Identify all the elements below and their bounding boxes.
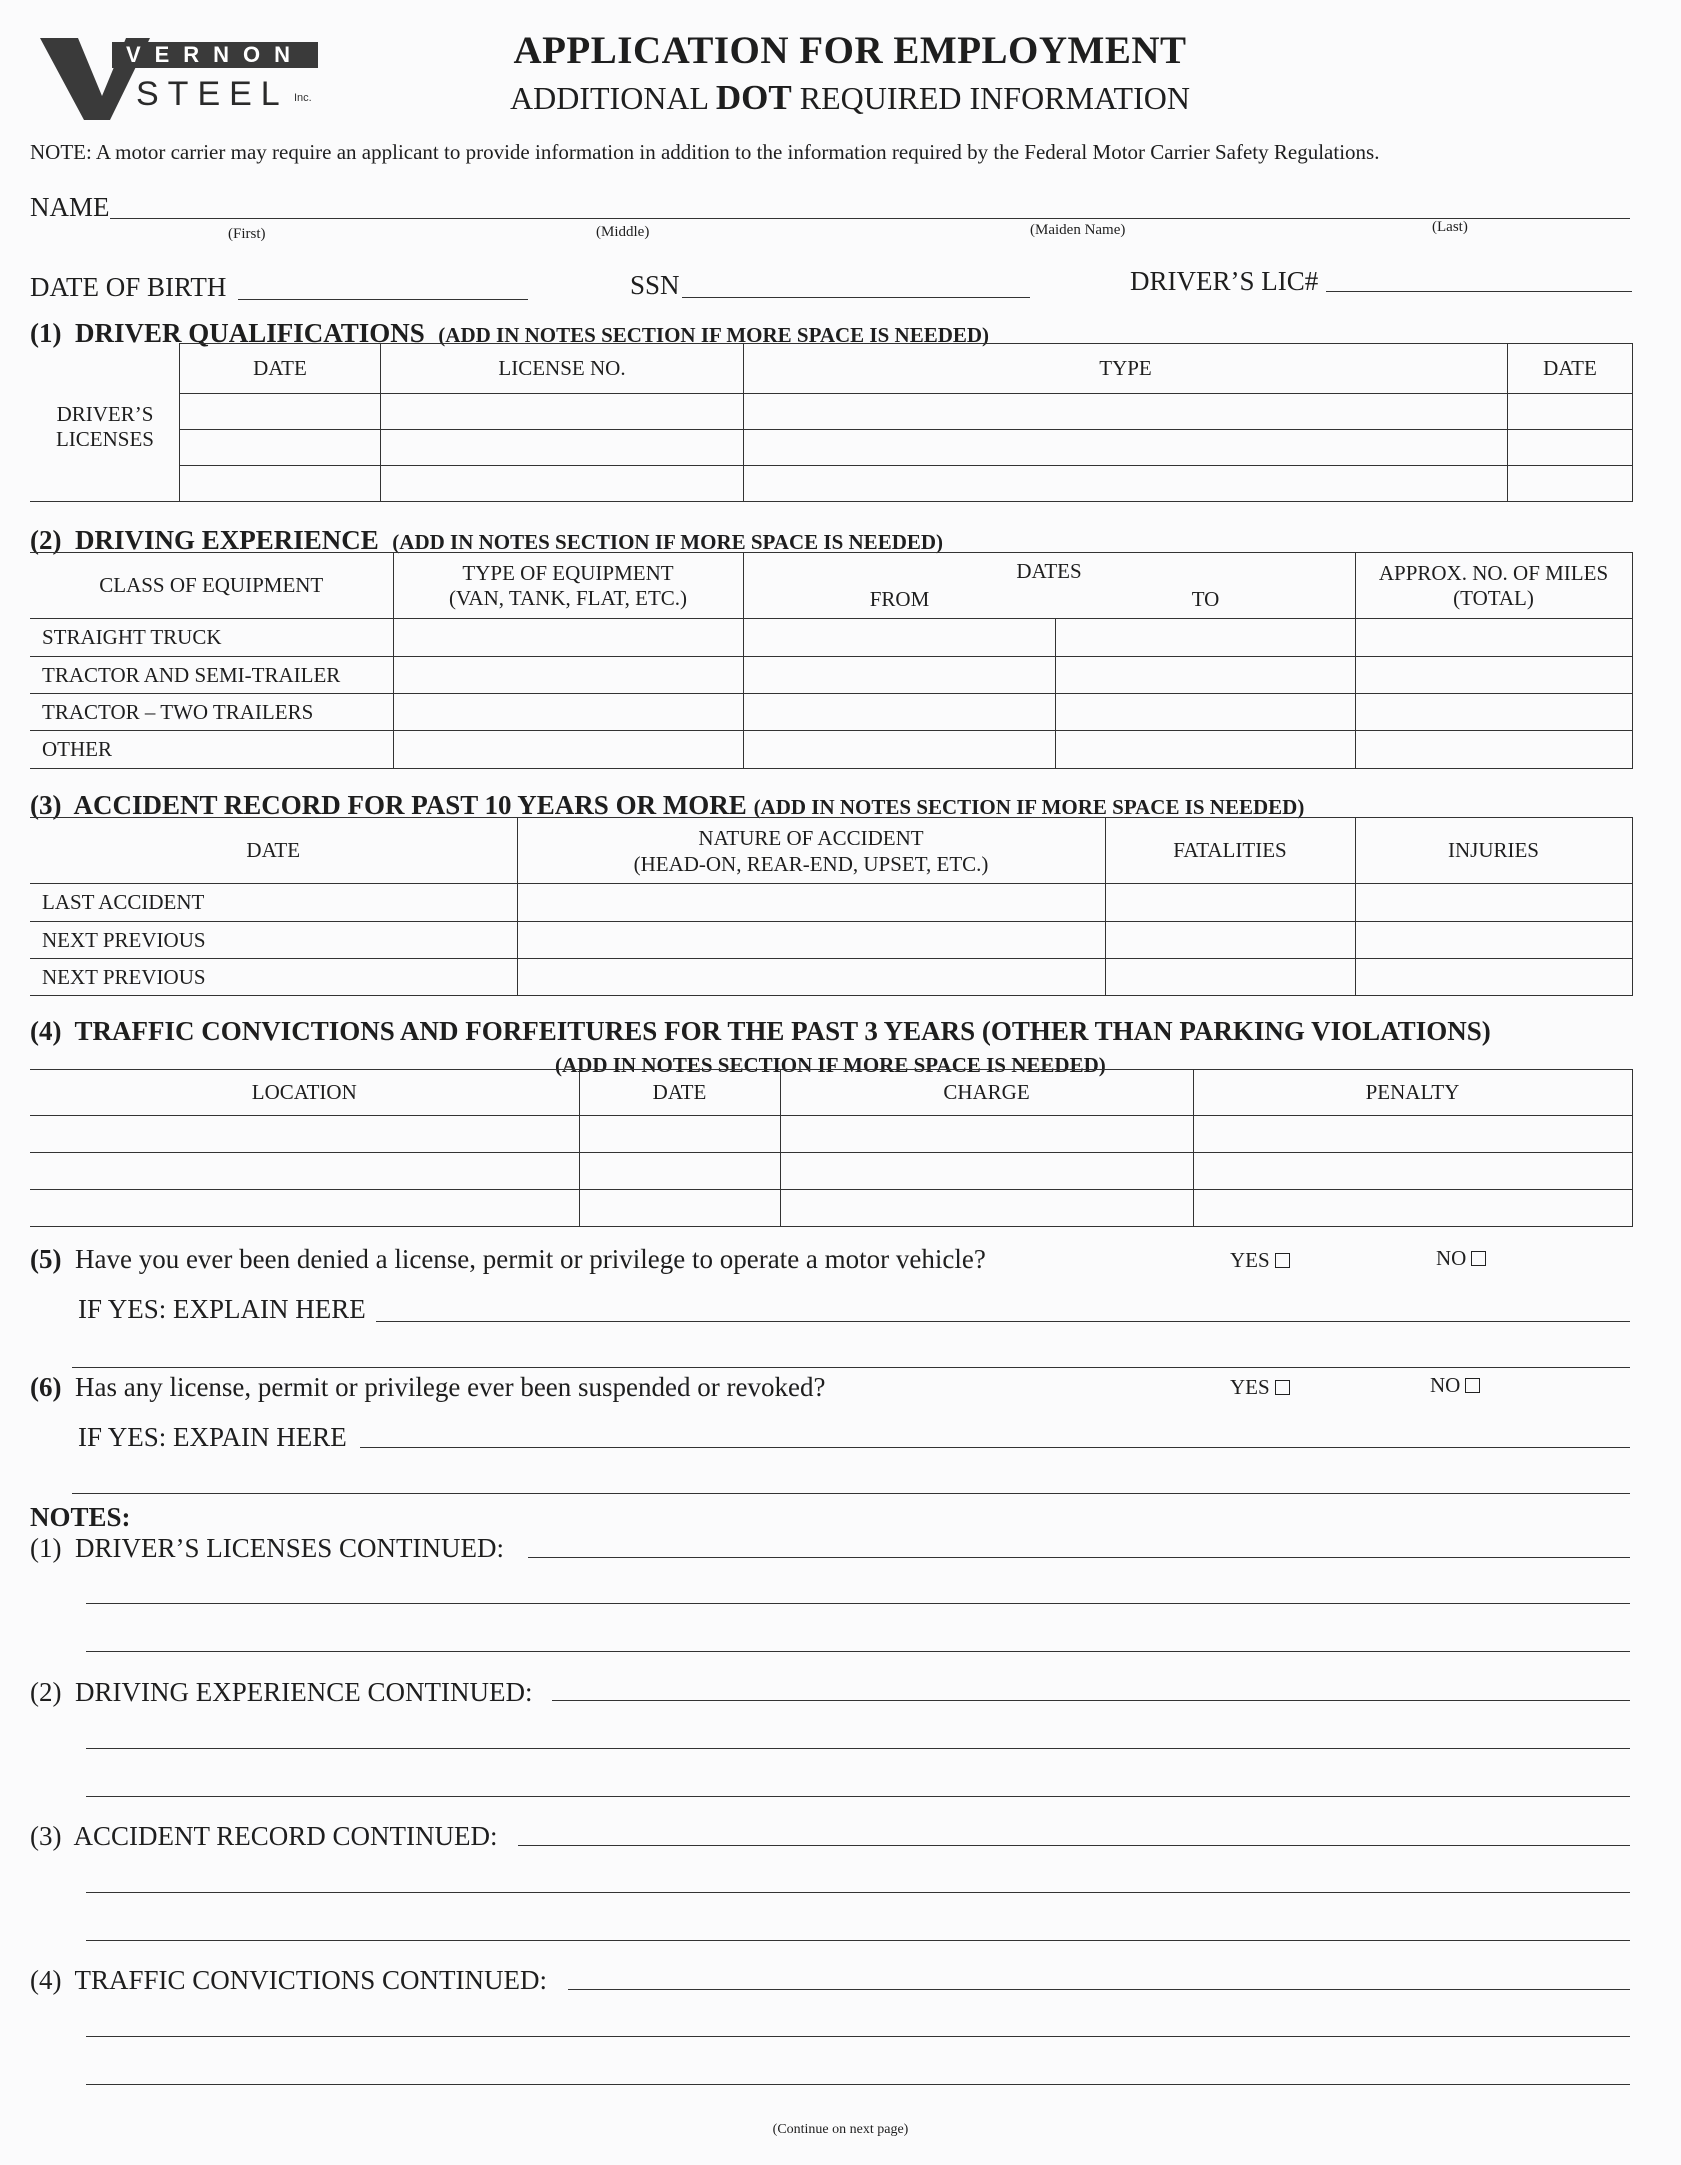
row-label: TRACTOR – TWO TRAILERS [30,694,393,731]
table-row [180,394,1633,430]
name-label: NAME [30,192,110,222]
checkbox-square-icon [1471,1251,1486,1266]
table-cell[interactable] [1193,1190,1632,1227]
table-row [30,1190,1632,1227]
table-cell[interactable] [517,959,1105,996]
section-4-note: (ADD IN NOTES SECTION IF MORE SPACE IS NEEDED) [555,1053,1106,1077]
table-row [30,1116,1632,1153]
driving-experience-table [30,552,1633,769]
table-row [30,619,1632,657]
last-caption: (Last) [1432,219,1468,235]
table-cell[interactable] [743,694,1055,731]
table-cell[interactable] [393,731,743,769]
q5-no-checkbox[interactable]: NO [1436,1246,1486,1271]
table-row [30,694,1632,731]
header-dates [743,553,1355,619]
note-4-line-3[interactable] [86,2084,1630,2085]
accident-record-table [30,817,1633,996]
q6-yes-checkbox[interactable]: YES [1230,1375,1290,1400]
table-row [180,430,1633,466]
middle-caption: (Middle) [596,224,650,240]
table-cell[interactable] [393,657,743,694]
note-1-label: (1) DRIVER’S LICENSES CONTINUED: [30,1533,504,1563]
continue-footer: (Continue on next page) [772,2122,909,2137]
note-3-line-1[interactable] [518,1845,1630,1846]
table-row [30,1153,1632,1190]
table-cell[interactable] [1508,394,1633,430]
logo-vernon: VERNON [125,42,305,67]
table-row [30,884,1632,922]
drivers-licenses-label: DRIVER’S LICENSES [55,402,154,451]
table-cell[interactable] [780,1116,1193,1153]
regulation-note: NOTE: A motor carrier may require an applicant to provide information in addition to the information required by the Federal Motor Carrier Safety Regulations. [30,140,1380,164]
table-row [30,731,1632,769]
table-cell[interactable] [1355,922,1632,959]
traffic-convictions-table [30,1069,1633,1227]
section-3-heading: (3) ACCIDENT RECORD FOR PAST 10 YEARS OR MORE (ADD IN NOTES SECTION IF MORE SPACE IS NEEDED) [30,790,1305,820]
table-cell[interactable] [780,1153,1193,1190]
section-1-heading: (1) DRIVER QUALIFICATIONS (ADD IN NOTES SECTION IF MORE SPACE IS NEEDED) [30,318,990,348]
table-cell[interactable] [393,694,743,731]
header-class-of-equipment: CLASS OF EQUIPMENT [30,553,393,619]
header-injuries: INJURIES [1355,818,1632,884]
row-label: STRAIGHT TRUCK [30,619,393,657]
table-cell[interactable] [180,466,381,502]
note-2-label: (2) DRIVING EXPERIENCE CONTINUED: [30,1677,533,1707]
ssn-field[interactable] [682,297,1030,298]
table-cell[interactable] [180,430,381,466]
table-cell[interactable] [30,1190,579,1227]
table-cell[interactable] [744,466,1508,502]
header-date-2: DATE [1508,344,1633,394]
table-cell[interactable] [1105,922,1355,959]
table-cell[interactable] [1355,959,1632,996]
section-2-heading: (2) DRIVING EXPERIENCE (ADD IN NOTES SECTION IF MORE SPACE IS NEEDED) [30,525,944,555]
q6-explain-line-1[interactable] [360,1447,1630,1448]
table-cell[interactable] [393,619,743,657]
table-cell[interactable] [180,394,381,430]
table-cell[interactable] [743,619,1055,657]
header-penalty: PENALTY [1193,1070,1632,1116]
notes-heading: NOTES: [30,1502,131,1532]
note-4-line-2[interactable] [86,2036,1630,2037]
table-row [30,922,1632,959]
header-license-no: LICENSE NO. [381,344,744,394]
row-label: LAST ACCIDENT [30,884,517,922]
note-3-label: (3) ACCIDENT RECORD CONTINUED: [30,1821,498,1851]
note-3-line-2[interactable] [86,1892,1630,1893]
q5-explain-line-1[interactable] [376,1321,1630,1322]
note-1-line-2[interactable] [86,1603,1630,1604]
table-cell[interactable] [1355,657,1632,694]
table-cell[interactable] [1055,657,1355,694]
license-number-field[interactable] [1326,291,1632,292]
table-cell[interactable] [381,394,744,430]
ssn-label: SSN [630,270,680,300]
table-cell[interactable] [1193,1116,1632,1153]
note-4-line-1[interactable] [568,1989,1630,1990]
table-cell[interactable] [743,657,1055,694]
header-date: DATE [180,344,381,394]
table-cell[interactable] [744,430,1508,466]
header-nature-of-accident: NATURE OF ACCIDENT (HEAD-ON, REAR-END, UPSET, ETC.) [517,818,1105,884]
driver-qualifications-table [179,343,1633,502]
table-cell[interactable] [1055,694,1355,731]
note-1-line-3[interactable] [86,1651,1630,1652]
header-date: DATE [579,1070,780,1116]
table-row [180,466,1633,502]
q5-explain-line-2[interactable] [72,1367,1630,1368]
table-cell[interactable] [1355,884,1632,922]
table-cell[interactable] [579,1153,780,1190]
table-cell[interactable] [579,1190,780,1227]
table-row [30,959,1632,996]
header-type-of-equipment: TYPE OF EQUIPMENT (VAN, TANK, FLAT, ETC.) [393,553,743,619]
row-label: NEXT PREVIOUS [30,922,517,959]
q6-explain-label: IF YES: EXPAIN HERE [78,1422,347,1452]
header-dates-label: DATES [1016,559,1082,583]
table-cell[interactable] [1105,884,1355,922]
note-2-line-1[interactable] [552,1700,1630,1701]
page-title: APPLICATION FOR EMPLOYMENT [513,29,1187,72]
note-2-line-2[interactable] [86,1748,1630,1749]
q5-explain-label: IF YES: EXPLAIN HERE [78,1294,366,1324]
table-cell[interactable] [1355,694,1632,731]
table-cell[interactable] [517,884,1105,922]
table-cell[interactable] [30,1116,579,1153]
header-charge: CHARGE [780,1070,1193,1116]
table-row [30,657,1632,694]
table-cell[interactable] [1355,619,1632,657]
logo-steel: STEEL [136,75,289,113]
table-cell[interactable] [780,1190,1193,1227]
table-cell[interactable] [30,1153,579,1190]
checkbox-square-icon [1275,1253,1290,1268]
company-logo [40,38,312,118]
note-2-line-3[interactable] [86,1796,1630,1797]
table-cell[interactable] [1055,731,1355,769]
first-caption: (First) [228,226,266,242]
license-number-label: DRIVER’S LIC# [1130,266,1319,296]
table-cell[interactable] [743,731,1055,769]
table-cell[interactable] [1508,466,1633,502]
q5-yes-checkbox[interactable]: YES [1230,1248,1290,1273]
q6-explain-line-2[interactable] [72,1493,1630,1494]
row-label: OTHER [30,731,393,769]
name-field[interactable] [110,218,1630,219]
table-cell[interactable] [381,430,744,466]
row-label: TRACTOR AND SEMI-TRAILER [30,657,393,694]
note-3-line-3[interactable] [86,1940,1630,1941]
q6-no-checkbox[interactable]: NO [1430,1373,1480,1398]
header-location: LOCATION [30,1070,579,1116]
section-4-heading: (4) TRAFFIC CONVICTIONS AND FORFEITURES FOR THE PAST 3 YEARS (OTHER THAN PARKING VIOLATIONS) [30,1016,1491,1046]
table-cell[interactable] [517,922,1105,959]
note-1-line-1[interactable] [528,1557,1630,1558]
header-accident-date: DATE [30,818,517,884]
logo-inc: Inc. [294,92,312,104]
s1-bottom-left [30,501,179,502]
table-cell[interactable] [1355,731,1632,769]
table-cell[interactable] [381,466,744,502]
checkbox-square-icon [1465,1378,1480,1393]
row-label: NEXT PREVIOUS [30,959,517,996]
table-cell[interactable] [744,394,1508,430]
header-to: TO [1191,587,1220,611]
maiden-caption: (Maiden Name) [1030,222,1126,238]
header-from: FROM [869,587,930,611]
table-cell[interactable] [1105,959,1355,996]
question-5: (5) Have you ever been denied a license, permit or privilege to operate a motor vehicle? [30,1244,986,1274]
table-cell[interactable] [1055,619,1355,657]
header-approx-miles: APPROX. NO. OF MILES (TOTAL) [1355,553,1632,619]
question-6: (6) Has any license, permit or privilege ever been suspended or revoked? [30,1372,826,1402]
header-type: TYPE [744,344,1508,394]
checkbox-square-icon [1275,1380,1290,1395]
note-4-label: (4) TRAFFIC CONVICTIONS CONTINUED: [30,1965,548,1995]
header-fatalities: FATALITIES [1105,818,1355,884]
table-cell[interactable] [579,1116,780,1153]
dob-field[interactable] [238,299,528,300]
table-cell[interactable] [1193,1153,1632,1190]
page-subtitle: ADDITIONAL DOT REQUIRED INFORMATION [510,78,1190,117]
dob-label: DATE OF BIRTH [30,272,227,302]
table-cell[interactable] [1508,430,1633,466]
